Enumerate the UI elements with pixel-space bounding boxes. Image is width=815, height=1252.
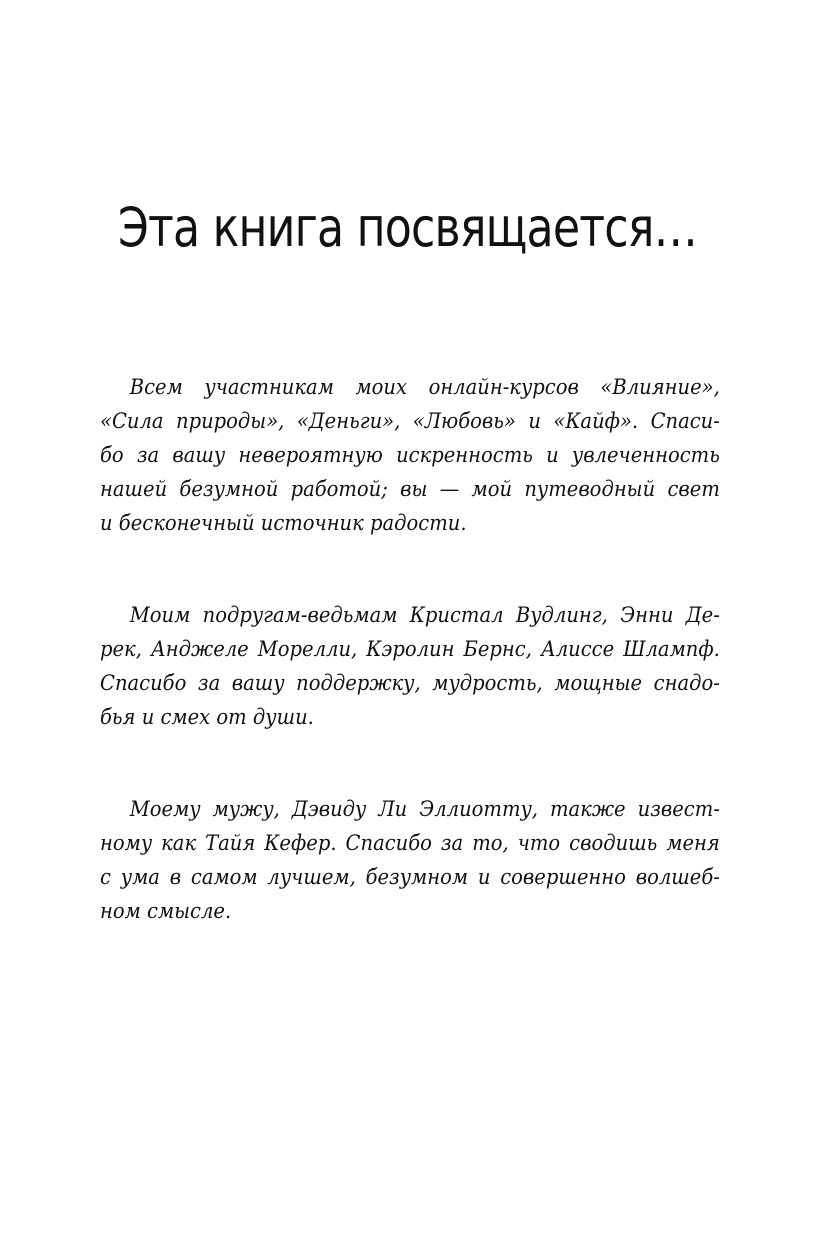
paragraph-line: ному как Тайя Кефер. Спасибо за то, что сводишь меня <box>100 831 720 855</box>
dedication-list <box>100 370 720 986</box>
dedication-paragraph-husband <box>100 792 720 928</box>
paragraph-line: нашей безумной работой; вы — мой путеводный свет <box>100 477 720 501</box>
dedication-title: Эта книга посвящается… <box>117 196 698 259</box>
paragraph-line: Моему мужу, Дэвиду Ли Эллиотту, также извест- <box>129 797 720 821</box>
paragraph-line: рек, Анджеле Морелли, Кэролин Бернс, Алиссе Шлампф. <box>100 637 720 661</box>
paragraph-line: Спасибо за вашу поддержку, мудрость, мощные снадо- <box>100 671 720 695</box>
dedication-paragraph-students <box>100 370 720 540</box>
paragraph-line: ном смысле. <box>100 899 232 923</box>
paragraph-line: Моим подругам-ведьмам Кристал Вудлинг, Энни Де- <box>129 603 720 627</box>
paragraph-line: Всем участникам моих онлайн-курсов «Влияние», <box>129 375 720 399</box>
paragraph-line: «Сила природы», «Деньги», «Любовь» и «Кайф». Спаси- <box>100 409 720 433</box>
paragraph-line: с ума в самом лучшем, безумном и совершенно волшеб- <box>100 865 720 889</box>
paragraph-line: и бесконечный источник радости. <box>100 511 467 535</box>
paragraph-line: бо за вашу невероятную искренность и увлеченность <box>100 443 720 467</box>
paragraph-line: бья и смех от души. <box>100 705 314 729</box>
dedication-paragraph-friends <box>100 598 720 734</box>
